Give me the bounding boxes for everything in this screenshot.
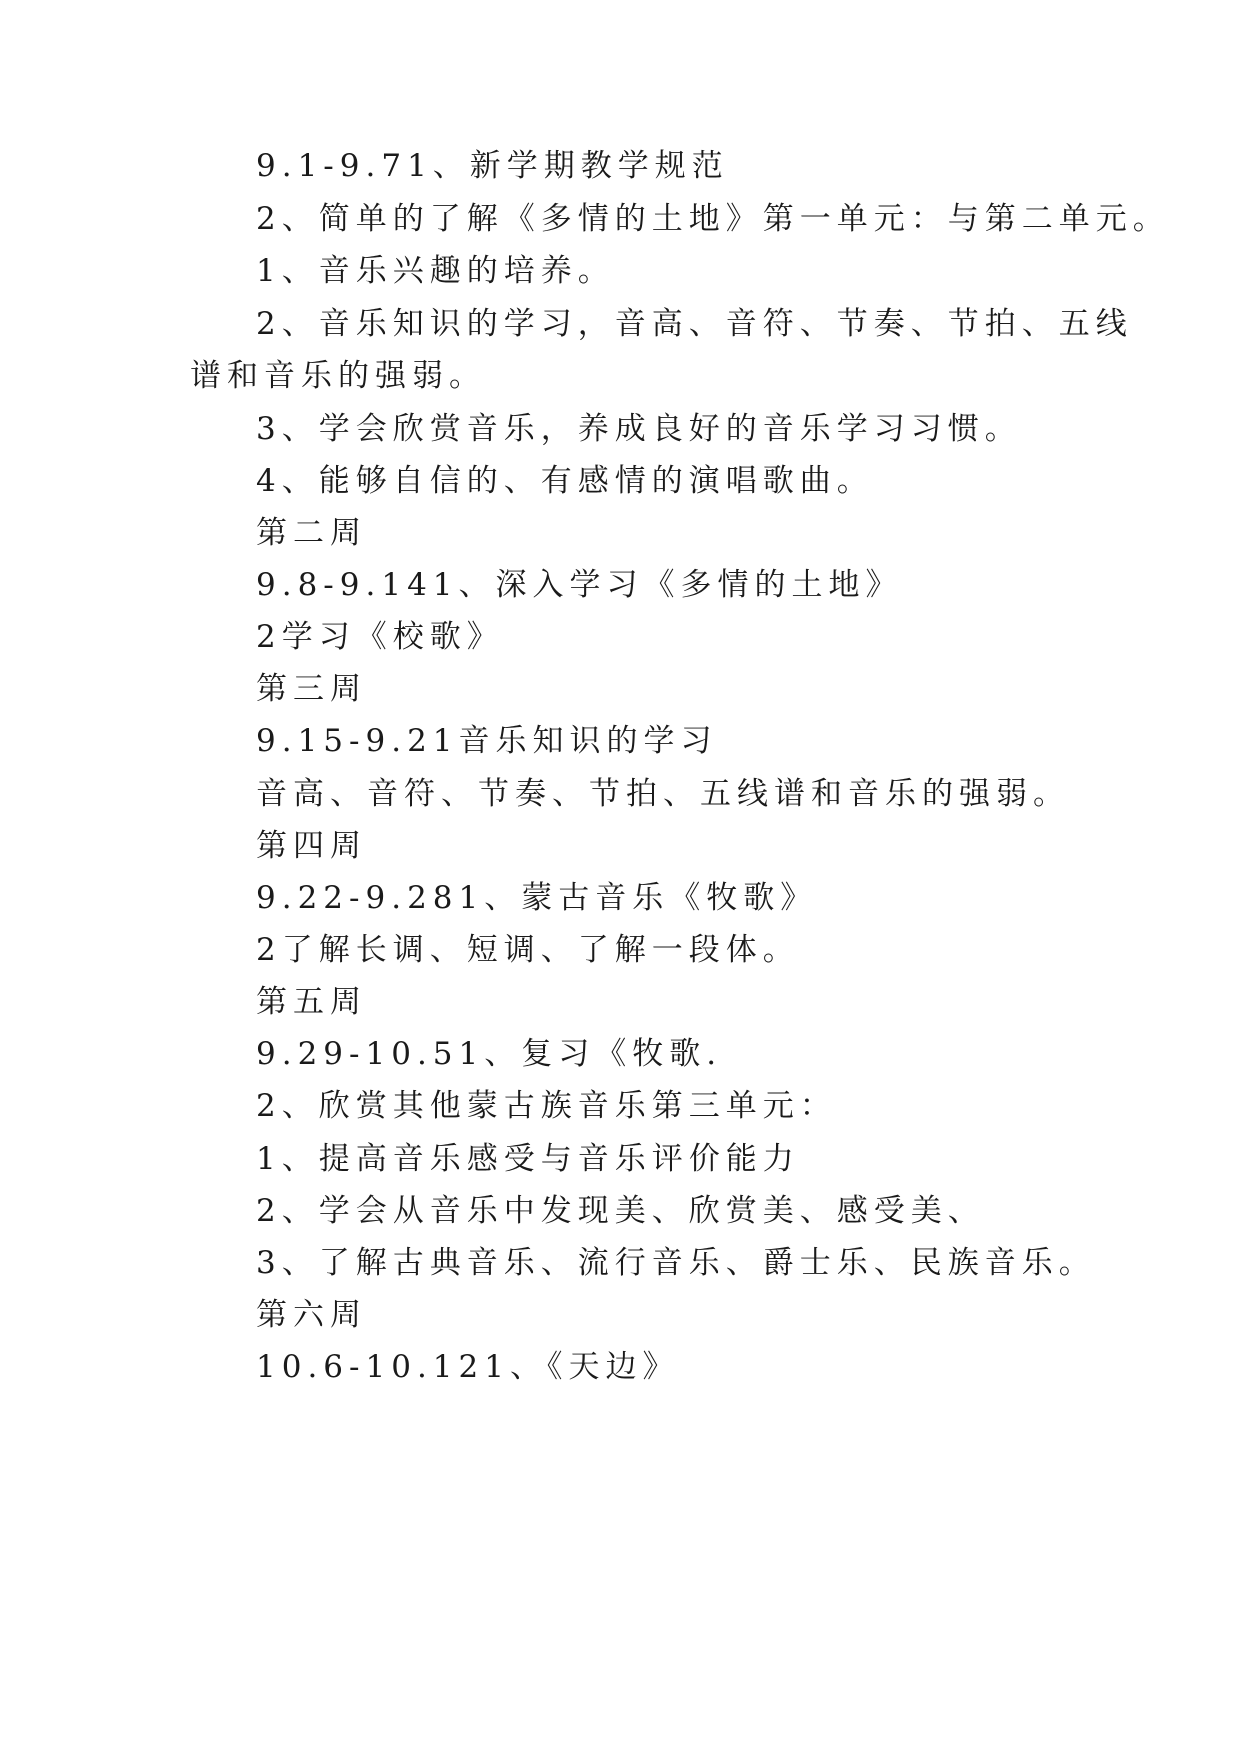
text-line: 3、学会欣赏音乐，养成良好的音乐学习习惯。 — [256, 411, 1022, 447]
text-line: 2了解长调、短调、了解一段体。 — [256, 932, 800, 968]
text-line: 9.1-9.71、新学期教学规范 — [256, 148, 729, 184]
week-heading: 第五周 — [256, 984, 367, 1020]
text-line: 音高、音符、节奏、节拍、五线谱和音乐的强弱。 — [256, 776, 1070, 812]
text-line: 4、能够自信的、有感情的演唱歌曲。 — [256, 463, 874, 499]
text-line: 2学习《校歌》 — [256, 619, 504, 655]
text-line: 9.15-9.21音乐知识的学习 — [256, 723, 718, 759]
text-line: 谱和音乐的强弱。 — [190, 358, 486, 394]
text-line: 1、提高音乐感受与音乐评价能力 — [256, 1141, 800, 1177]
text-line: 2、学会从音乐中发现美、欣赏美、感受美、 — [256, 1193, 985, 1229]
week-heading: 第三周 — [256, 671, 367, 707]
text-line: 9.22-9.281、蒙古音乐《牧歌》 — [256, 880, 818, 916]
text-line: 9.8-9.141、深入学习《多情的土地》 — [256, 567, 903, 603]
text-line: 1、音乐兴趣的培养。 — [256, 253, 615, 289]
text-line: 9.29-10.51、复习《牧歌. — [256, 1036, 723, 1072]
week-heading: 第二周 — [256, 515, 367, 551]
week-heading: 第四周 — [256, 828, 367, 864]
text-line: 2、欣赏其他蒙古族音乐第三单元： — [256, 1088, 837, 1124]
text-line: 10.6-10.121、《天边》 — [256, 1349, 680, 1385]
text-line: 3、了解古典音乐、流行音乐、爵士乐、民族音乐。 — [256, 1245, 1096, 1281]
week-heading: 第六周 — [256, 1297, 367, 1333]
text-line: 2、简单的了解《多情的土地》第一单元：与第二单元。 — [256, 201, 1170, 237]
text-line: 2、音乐知识的学习，音高、音符、节奏、节拍、五线 — [256, 306, 1133, 342]
